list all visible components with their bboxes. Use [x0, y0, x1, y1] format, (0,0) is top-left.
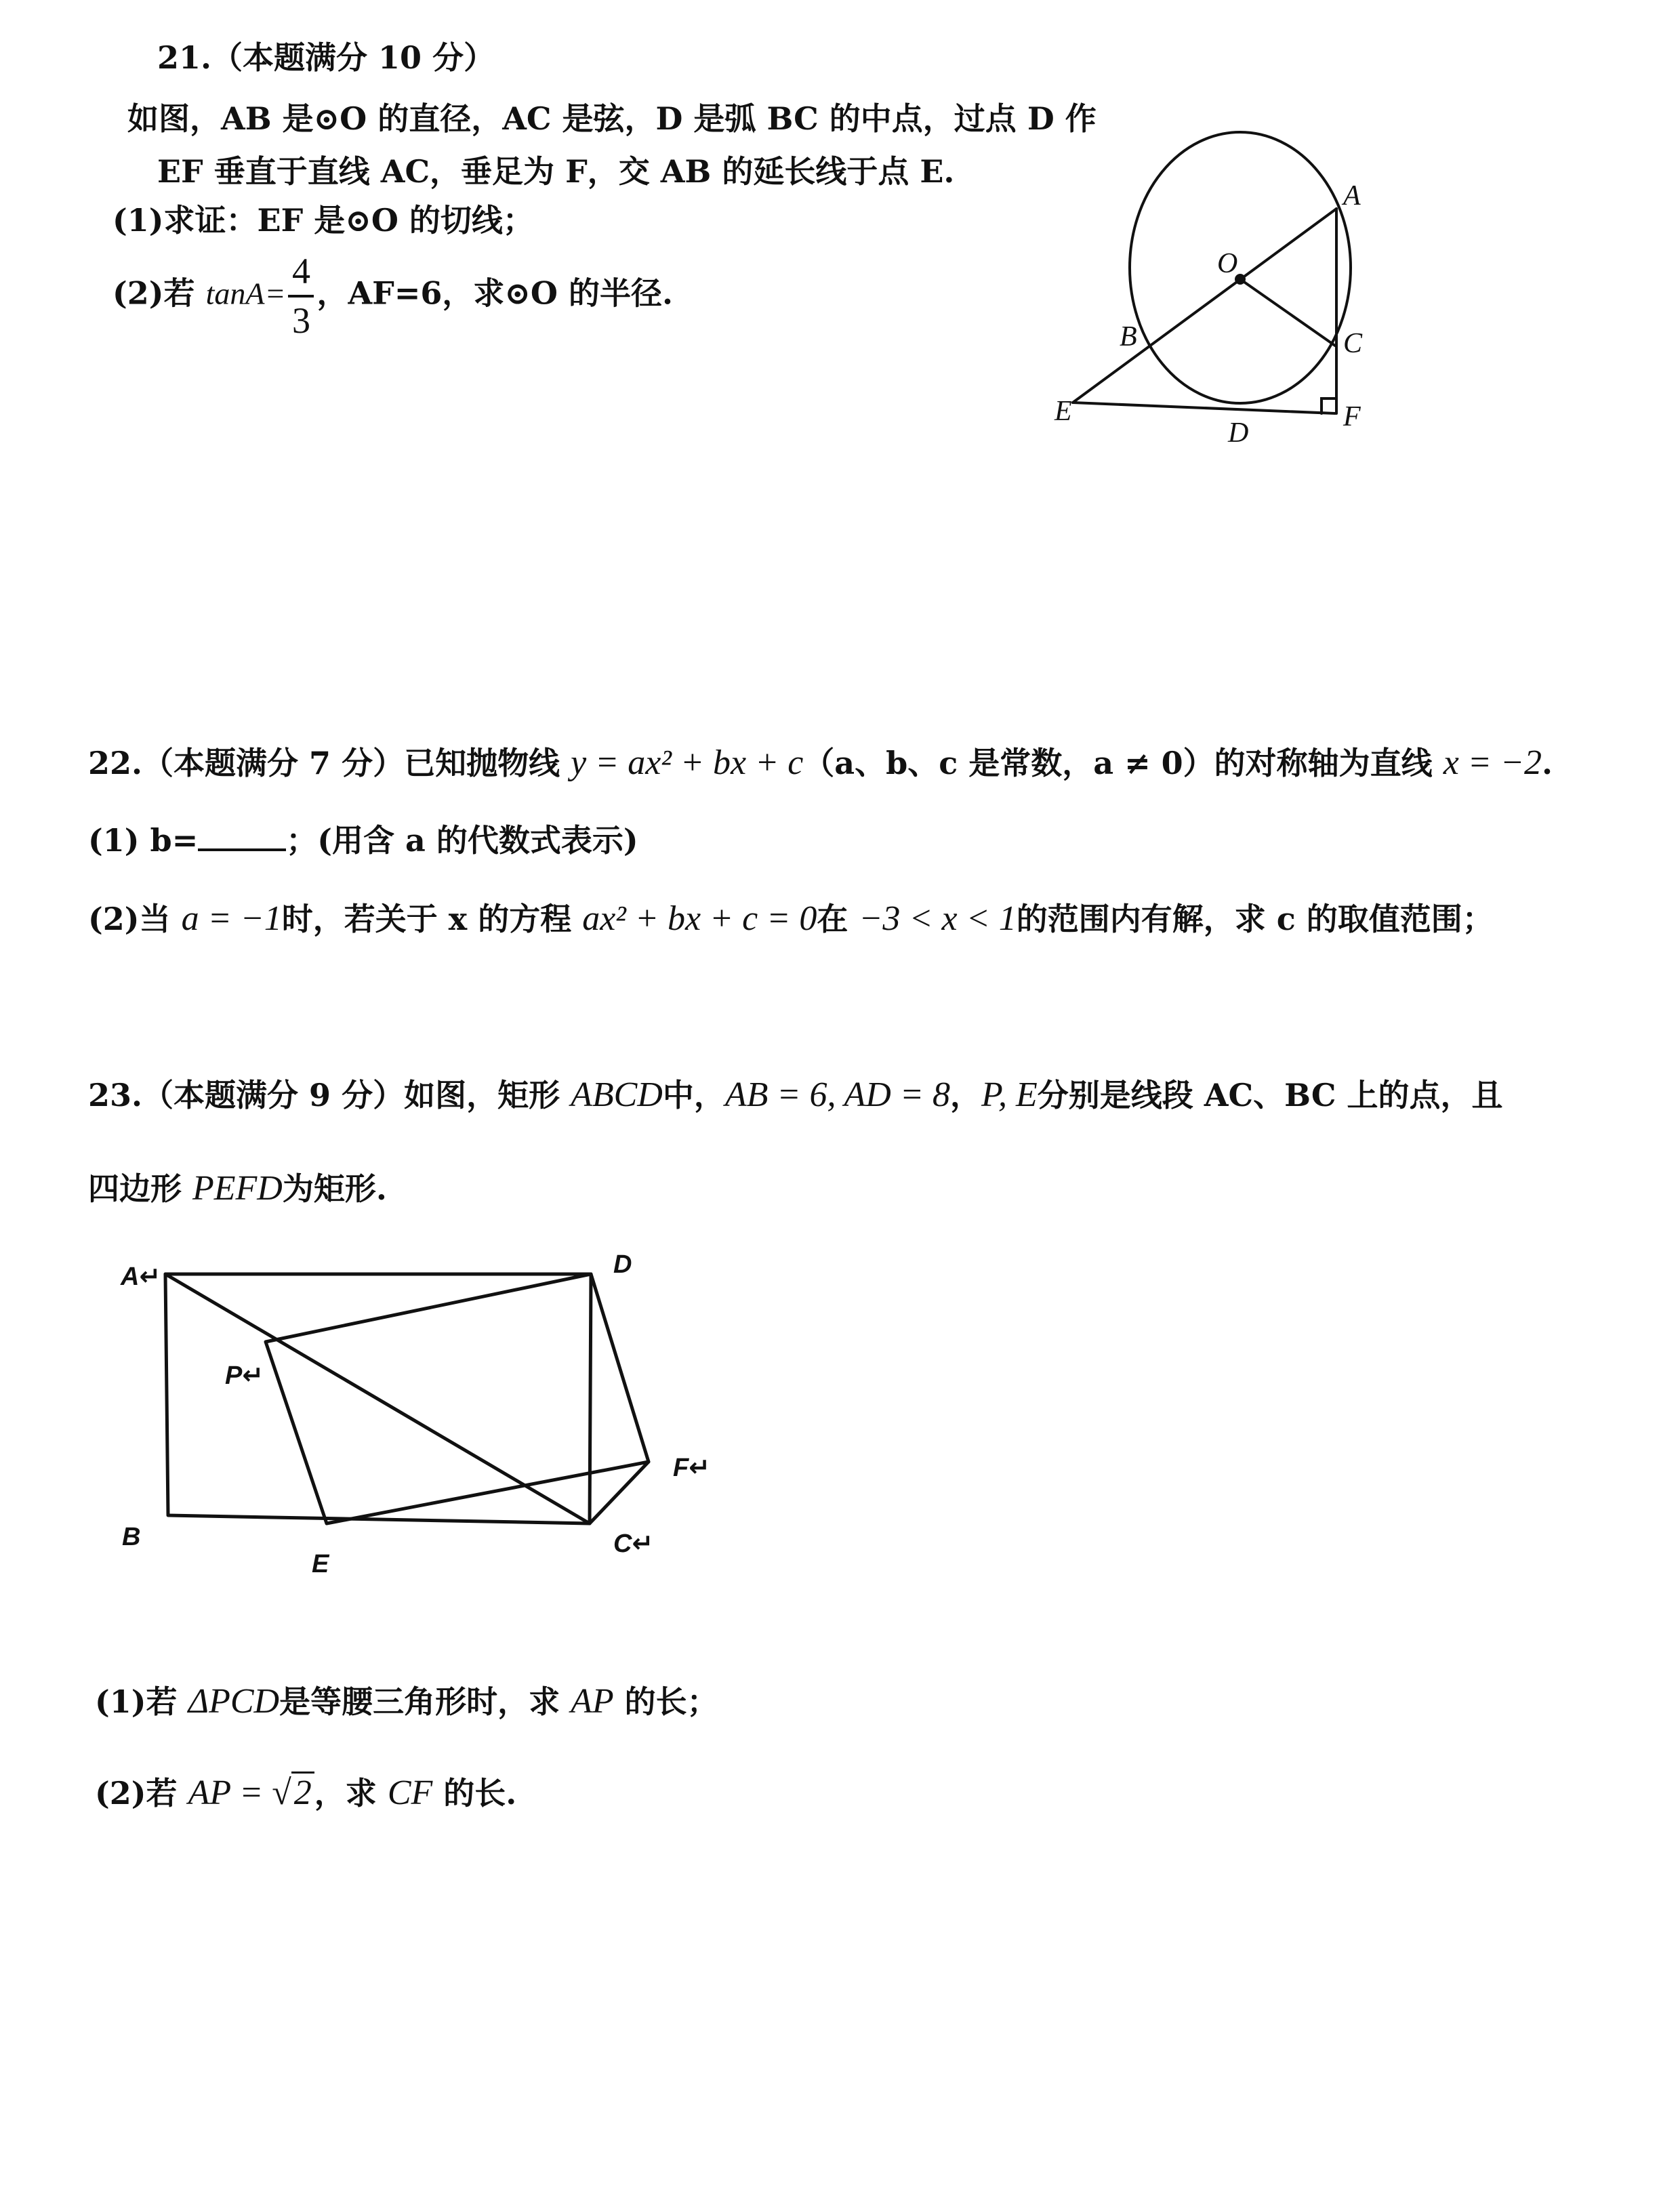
- q23-part2-a: (2)若: [95, 1775, 188, 1811]
- segment-ef: [1073, 403, 1335, 413]
- q23-stem-d: 分别是线段 AC、BC 上的点，且: [1037, 1077, 1503, 1113]
- q22-equation: y = ax² + bx + c: [571, 743, 804, 782]
- q23-part2-ap: AP =: [188, 1774, 272, 1812]
- segment-ea: [1073, 209, 1336, 403]
- q21-fraction: [288, 252, 314, 340]
- q23-part1: [95, 1684, 718, 1719]
- label-f: F: [1343, 401, 1361, 432]
- q21-part2-prefix: (2)若: [112, 274, 206, 312]
- sqrt-symbol: √2: [272, 1776, 314, 1811]
- q21-part1: (1)求证：EF 是⊙O 的切线；: [112, 202, 534, 239]
- fraction-bar: [288, 295, 314, 298]
- q23-part1-c: 的长；: [613, 1683, 718, 1720]
- fraction-numerator: 4: [291, 251, 310, 291]
- q23-stem-line2-b: 为矩形.: [282, 1170, 387, 1207]
- label-e: E: [1054, 396, 1072, 427]
- q22-part2-b: 时，若关于 x 的方程: [281, 901, 583, 937]
- q21-part2-suffix: ，AF=6，求⊙O 的半径.: [316, 274, 674, 312]
- q22-part2-c: 在: [817, 901, 859, 937]
- label-a: A: [1343, 180, 1361, 211]
- q22-part2-cond: a = −1: [181, 899, 282, 938]
- label-d: D: [1228, 417, 1249, 449]
- q22-part2-range: −3 < x < 1: [859, 899, 1017, 938]
- label-c: C: [1343, 328, 1363, 359]
- label-o: O: [1217, 248, 1238, 279]
- q23-quad: PEFD: [192, 1169, 283, 1208]
- q23-stem-line2: [88, 1171, 387, 1206]
- q22-part1-prefix: (1) b=: [88, 822, 199, 859]
- q21-stem-line2: EF 垂直于直线 AC，垂足为 F，交 AB 的延长线于点 E.: [157, 153, 955, 190]
- q22-stem-b: （a、b、c 是常数，a ≠ 0）的对称轴为直线: [803, 745, 1443, 781]
- q21-stem-line1: 如图，AB 是⊙O 的直径，AC 是弦，D 是弧 BC 的中点，过点 D 作: [127, 100, 1097, 137]
- q22-part2: [88, 901, 1494, 937]
- fraction-denominator: 3: [291, 300, 310, 341]
- label-d: D: [613, 1250, 632, 1279]
- segment-oc: [1240, 279, 1335, 346]
- q23-stem-a: 23.（本题满分 9 分）如图，矩形: [88, 1077, 571, 1113]
- q21-part2: [112, 252, 673, 340]
- q23-stem-c: ，: [949, 1077, 981, 1113]
- q23-pts: P, E: [981, 1076, 1038, 1114]
- label-c: C↵: [613, 1530, 654, 1558]
- q22-part2-a: (2)当: [88, 901, 182, 937]
- q22-part2-eq: ax² + bx + c = 0: [582, 899, 817, 938]
- q23-stem-line2-a: 四边形: [88, 1170, 193, 1207]
- label-b: B: [1120, 321, 1137, 352]
- q21-header: 21.（本题满分 10 分）: [157, 39, 495, 76]
- answer-blank[interactable]: [198, 821, 286, 851]
- label-e: E: [312, 1550, 329, 1578]
- q23-part1-a: (1)若: [95, 1683, 188, 1720]
- label-b: B: [122, 1523, 141, 1551]
- q22-stem: [88, 745, 1553, 781]
- q22-part1-suffix: ；(用含 a 的代数式表示): [286, 822, 638, 859]
- label-f: F↵: [673, 1454, 711, 1482]
- q23-part1-b: 是等腰三角形时，求: [279, 1683, 571, 1720]
- q23-part2: [95, 1776, 516, 1811]
- q23-rectangle-figure: [108, 1240, 718, 1647]
- label-a: A↵: [121, 1263, 161, 1291]
- q23-rect: ABCD: [571, 1076, 663, 1114]
- q21-part2-tan: tanA=: [205, 276, 286, 311]
- q23-part2-b: ，求: [314, 1775, 388, 1811]
- q22-header: 22.（本题满分 7 分）已知抛物线: [88, 745, 571, 781]
- q23-part1-tri: ΔPCD: [188, 1682, 280, 1721]
- label-p: P↵: [225, 1361, 264, 1390]
- q23-part1-ap: AP: [571, 1682, 614, 1721]
- q23-given: AB = 6, AD = 8: [724, 1076, 950, 1114]
- q23-stem-line1: [88, 1078, 1502, 1113]
- radicand: 2: [291, 1771, 314, 1812]
- q23-part2-cf: CF: [387, 1774, 433, 1812]
- q22-stem-end: .: [1541, 745, 1553, 781]
- q21-circle-figure: [1044, 122, 1464, 461]
- q22-part2-d: 的范围内有解，求 c 的取值范围；: [1016, 901, 1494, 937]
- q23-stem-b: 中，: [662, 1077, 725, 1113]
- q22-axis: x = −2: [1443, 743, 1542, 782]
- q23-part2-c: 的长.: [432, 1775, 517, 1811]
- circle-o: [1130, 132, 1351, 403]
- right-angle-mark: [1322, 398, 1336, 413]
- q22-part1: [88, 821, 638, 859]
